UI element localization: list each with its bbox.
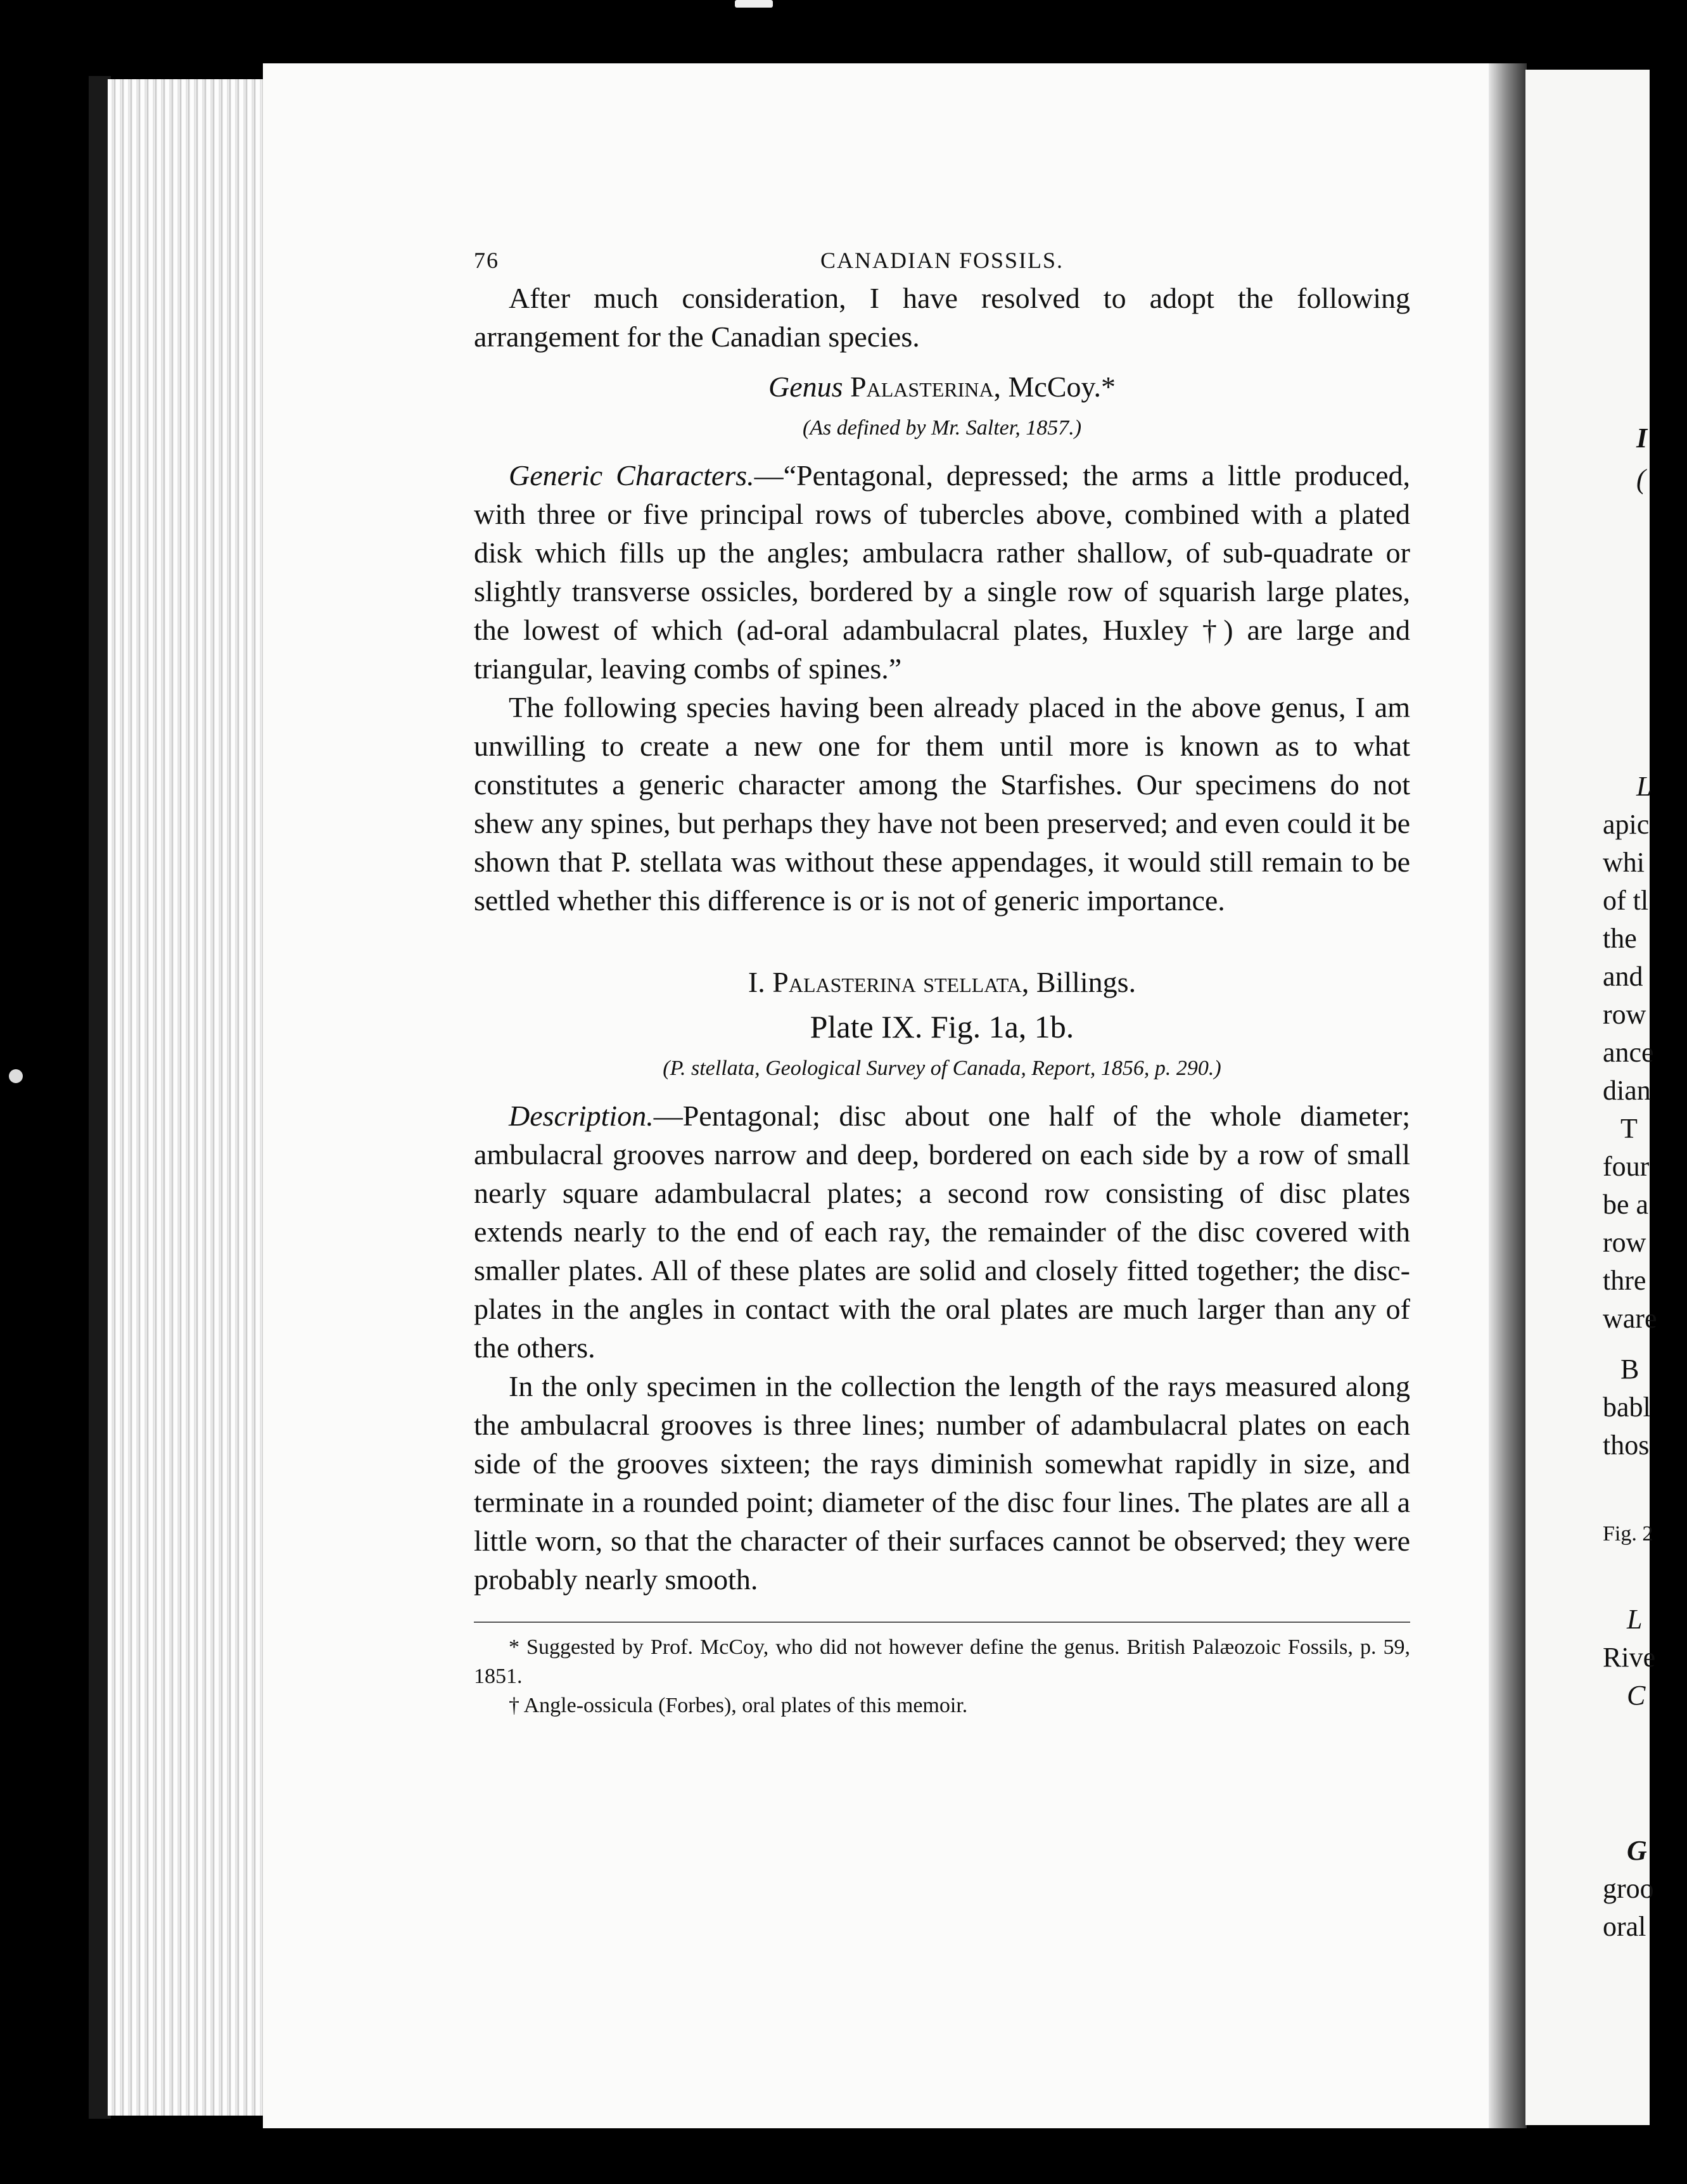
generic-characters-paragraph (474, 456, 1410, 688)
page-content (474, 234, 1410, 1720)
facing-fragment: groo (1603, 1873, 1654, 1904)
running-head-title: CANADIAN FOSSILS. (820, 248, 1064, 273)
facing-fragment: oral (1603, 1911, 1646, 1942)
facing-page (1525, 70, 1657, 2125)
facing-fragment: T (1620, 1113, 1638, 1144)
facing-fragment: thos (1603, 1430, 1650, 1461)
facing-fragment: L (1636, 771, 1652, 802)
facing-fragment: I (1636, 422, 1648, 454)
species-author: , Billings. (1021, 966, 1136, 998)
facing-fragment: thre (1603, 1265, 1646, 1296)
species-citation: (P. stellata, Geological Survey of Canada, Report, 1856, p. 290.) (663, 1057, 1221, 1080)
facing-fragment: four (1603, 1151, 1650, 1182)
intro-paragraph: After much consideration, I have resolved to adopt the following arrangement for the Canadian species. (474, 282, 1410, 353)
genus-citation: (As defined by Mr. Salter, 1857.) (802, 416, 1082, 440)
specimen-paragraph: In the only specimen in the collection the length of the rays measured along the ambulacral grooves is three lines; number of adambulacral plates on each side of the grooves sixteen; the rays diminish somewhat rapidly in size, and terminate in a rounded point; diameter of the disc four lines. The plates are all a little worn, so that the character of their surfaces cannot be observed; they were probably nearly smooth. (474, 1370, 1410, 1596)
facing-fragment: Rive (1603, 1642, 1656, 1673)
facing-fragment: the (1603, 923, 1637, 954)
species-heading (474, 963, 1410, 1001)
plate-reference: Plate IX. Fig. 1a, 1b. (810, 1009, 1074, 1044)
facing-fragment: row (1603, 1227, 1646, 1258)
following-species-paragraph: The following species having been already placed in the above genus, I am unwilling to create a new one for them until more is known as to what constitutes a generic character among the Starfishes. Our specimens do not shew any spines, but perhaps they have not been preserved; and even could it be shown that P. stellata was without these appendages, it would still remain to be settled whether this difference is or is not of generic importance. (474, 691, 1410, 917)
facing-fragment: of tl (1603, 885, 1649, 916)
description-text: —Pentagonal; disc about one half of the whole diameter; ambulacral grooves narrow and deep, bordered on each side by a row of small nearly square adambulacral plates; a second row consisting of disc plates extends nearly to the end of each ray, the remainder of the disc covered with smaller plates. All of these plates are solid and closely fitted together; the disc-plates in the angles in contact with the oral plates are much larger than any of the others. (474, 1100, 1410, 1364)
facing-fragment: B (1620, 1354, 1639, 1385)
scan-speck (9, 1069, 23, 1083)
facing-fragment: C (1627, 1680, 1646, 1711)
facing-fragment: ( (1636, 464, 1646, 495)
facing-fragment: babl (1603, 1392, 1651, 1423)
facing-fragment: dian (1603, 1075, 1651, 1106)
facing-fragment: G (1627, 1835, 1647, 1866)
facing-fragment: apic (1603, 809, 1650, 840)
facing-fragment: ance (1603, 1037, 1654, 1068)
description-label: Description. (509, 1100, 654, 1132)
page-number: 76 (474, 248, 499, 273)
genus-name: Palasterina (850, 371, 994, 403)
facing-fragment: L (1627, 1604, 1643, 1635)
genus-author: , McCoy.* (993, 371, 1116, 403)
book-gutter (1489, 63, 1527, 2128)
running-head (474, 234, 1410, 279)
genus-heading (474, 367, 1410, 406)
footnotes (474, 1622, 1410, 1720)
genus-label: Genus (768, 371, 843, 403)
facing-fragment: whi (1603, 847, 1645, 878)
generic-characters-text: —“Pentagonal, depressed; the arms a little produced, with three or five principal rows of tubercles above, combined with a plated disk which fills up the angles; ambulacra rather shallow, of sub-quadrate or slightly transverse ossicles, bordered by a single row of squarish large plates, the lowest of which (ad-oral adambulacral plates, Huxley †) are large and triangular, leaving combs of spines.” (474, 459, 1410, 685)
generic-characters-label: Generic Characters. (509, 459, 754, 492)
facing-fragment: ware (1603, 1303, 1657, 1334)
facing-fragment: row (1603, 999, 1646, 1030)
footnote: † Angle-ossicula (Forbes), oral plates of this memoir. (509, 1694, 968, 1717)
facing-fragment: Fig. 2 (1603, 1522, 1653, 1546)
species-number: I. (748, 966, 765, 998)
footnote: * Suggested by Prof. McCoy, who did not however define the genus. British Palæozoic Fossils, p. 59, 1851. (474, 1635, 1410, 1688)
facing-fragment: and (1603, 961, 1643, 992)
facing-fragment: be a (1603, 1189, 1649, 1220)
scan-speck (735, 0, 773, 8)
species-name: Palasterina stellata (772, 966, 1022, 998)
description-paragraph (474, 1096, 1410, 1367)
page-edges (108, 79, 263, 2116)
